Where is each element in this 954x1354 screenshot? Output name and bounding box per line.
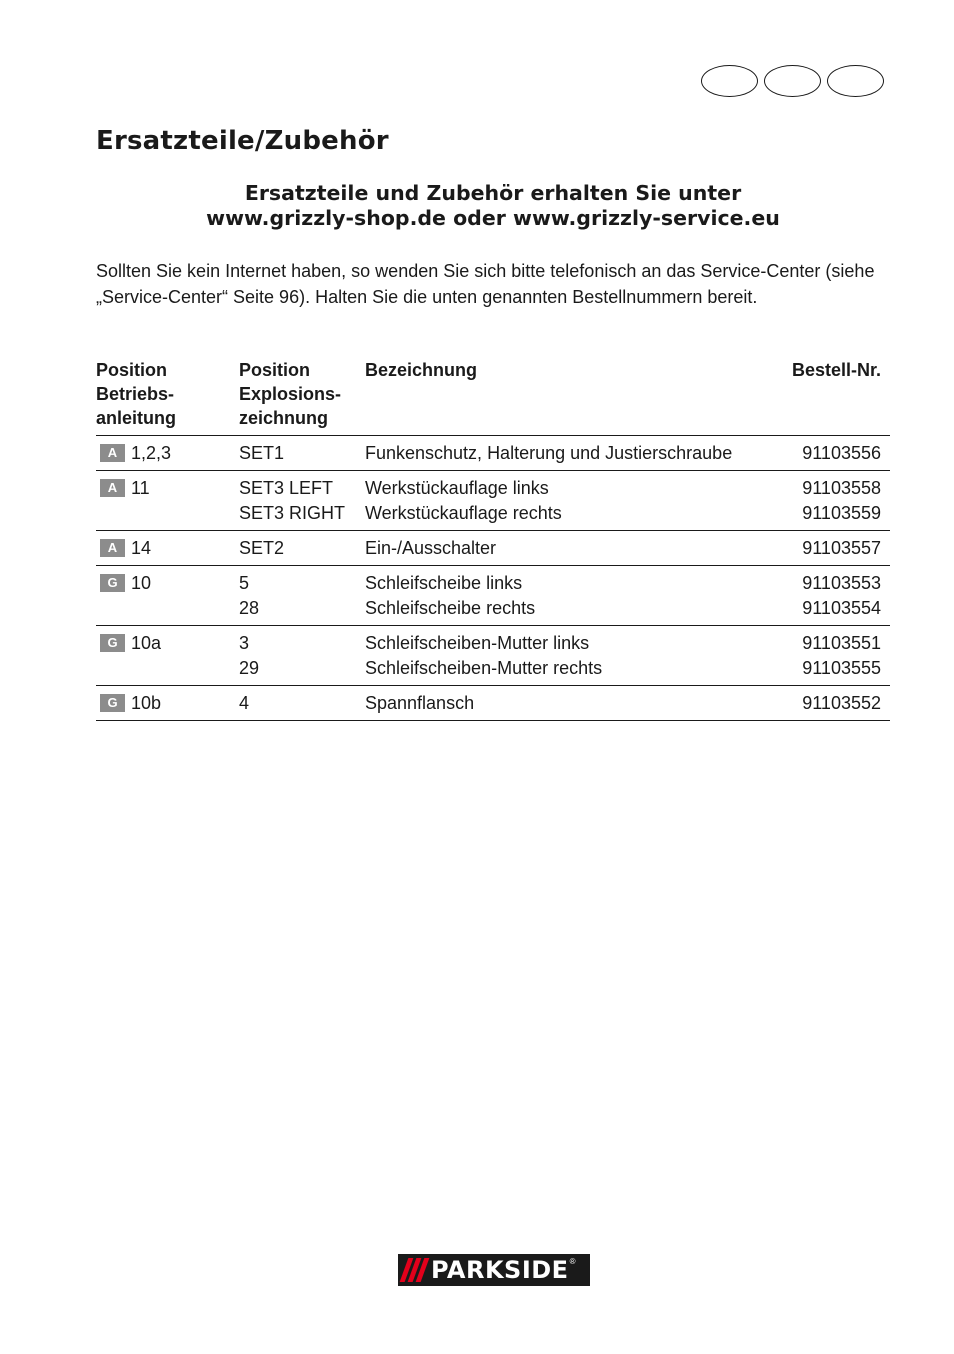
cell-description-line: Schleifscheiben-Mutter rechts — [365, 658, 603, 678]
position-number: 11 — [131, 478, 150, 498]
cell-position-explosion-line: 28 — [239, 598, 260, 618]
header-position-manual: Position Betriebs- anleitung — [96, 360, 176, 428]
table-body — [96, 436, 890, 721]
cell-description — [365, 441, 741, 466]
position-number: 14 — [131, 538, 152, 558]
cell-position-explosion-line: SET2 — [239, 538, 285, 558]
cell-position-explosion-line: SET3 RIGHT — [239, 503, 346, 523]
cell-description-line: Ein-/Ausschalter — [365, 538, 497, 558]
figure-badge: G — [100, 634, 125, 652]
figure-badge: A — [100, 444, 125, 462]
shop-urls: www.grizzly-shop.de oder www.grizzly-service.eu — [206, 206, 780, 230]
logo-registered-mark: ® — [569, 1257, 576, 1266]
cell-position-manual — [96, 476, 239, 526]
cell-order-number — [741, 441, 890, 466]
position-number: 10 — [131, 573, 152, 593]
cell-order-number-line: 91103553 — [802, 573, 881, 593]
table-row — [96, 566, 890, 626]
cell-description-line: Werkstückauflage rechts — [365, 503, 562, 523]
cell-position-manual — [96, 631, 239, 681]
cell-order-number — [741, 476, 890, 526]
figure-badge: A — [100, 479, 125, 497]
parkside-logo — [398, 1254, 590, 1286]
table-header — [96, 358, 890, 436]
figure-badge: G — [100, 574, 125, 592]
cell-position-explosion — [239, 691, 365, 716]
intro-paragraph: Sollten Sie kein Internet haben, so wenden Sie sich bitte telefonisch an das Service-Center (siehe „Service-Center“ Seite 96). Halten Sie die unten genannten Bestellnummern bereit. — [96, 261, 875, 307]
table-row — [96, 626, 890, 686]
cell-description — [365, 571, 741, 621]
cell-position-manual — [96, 441, 239, 466]
table-row — [96, 436, 890, 471]
cell-position-explosion — [239, 536, 365, 561]
shop-info-line: Ersatzteile und Zubehör erhalten Sie unter — [244, 181, 742, 205]
position-number: 1,2,3 — [131, 443, 172, 463]
cell-position-manual — [96, 536, 239, 561]
cell-description-line: Funkenschutz, Halterung und Justierschraube — [365, 443, 733, 463]
cell-description-line: Schleifscheibe links — [365, 573, 523, 593]
cell-position-explosion — [239, 441, 365, 466]
cell-position-explosion-line: 3 — [239, 633, 250, 653]
cell-order-number — [741, 631, 890, 681]
cell-order-number-line: 91103557 — [802, 538, 881, 558]
cell-description-line: Werkstückauflage links — [365, 478, 549, 498]
cell-description-line: Schleifscheibe rechts — [365, 598, 536, 618]
cell-position-explosion-line: 29 — [239, 658, 260, 678]
language-oval — [764, 65, 821, 97]
cell-position-explosion — [239, 476, 365, 526]
parts-table — [96, 358, 890, 721]
header-order-number: Bestell-Nr. — [791, 360, 881, 380]
language-ovals — [701, 65, 884, 97]
cell-position-explosion-line: 5 — [239, 573, 250, 593]
cell-order-number-line: 91103555 — [802, 658, 881, 678]
shop-info — [96, 181, 890, 231]
figure-badge: A — [100, 539, 125, 557]
cell-description-line: Spannflansch — [365, 693, 475, 713]
cell-description — [365, 536, 741, 561]
table-row — [96, 531, 890, 566]
language-oval — [827, 65, 884, 97]
position-number: 10a — [131, 633, 162, 653]
table-row — [96, 686, 890, 721]
cell-order-number-line: 91103559 — [802, 503, 881, 523]
cell-order-number-line: 91103551 — [802, 633, 881, 653]
cell-position-explosion — [239, 631, 365, 681]
cell-position-manual — [96, 691, 239, 716]
cell-position-explosion-line: SET1 — [239, 443, 285, 463]
cell-description-line: Schleifscheiben-Mutter links — [365, 633, 590, 653]
cell-description — [365, 476, 741, 526]
cell-order-number-line: 91103554 — [802, 598, 881, 618]
language-oval — [701, 65, 758, 97]
cell-order-number-line: 91103556 — [802, 443, 881, 463]
header-position-explosion: Position Explosions- zeichnung — [239, 360, 342, 428]
cell-description — [365, 631, 741, 681]
cell-position-explosion-line: 4 — [239, 693, 250, 713]
figure-badge: G — [100, 694, 125, 712]
logo-stripes — [404, 1258, 425, 1282]
cell-description — [365, 691, 741, 716]
header-description: Bezeichnung — [365, 360, 478, 380]
cell-position-explosion — [239, 571, 365, 621]
cell-position-explosion-line: SET3 LEFT — [239, 478, 334, 498]
page-title: Ersatzteile/Zubehör — [96, 126, 389, 156]
cell-position-manual — [96, 571, 239, 621]
logo-text: PARKSIDE — [431, 1256, 569, 1284]
table-row — [96, 471, 890, 531]
cell-order-number-line: 91103558 — [802, 478, 881, 498]
position-number: 10b — [131, 693, 162, 713]
cell-order-number — [741, 691, 890, 716]
cell-order-number — [741, 536, 890, 561]
cell-order-number — [741, 571, 890, 621]
cell-order-number-line: 91103552 — [802, 693, 881, 713]
